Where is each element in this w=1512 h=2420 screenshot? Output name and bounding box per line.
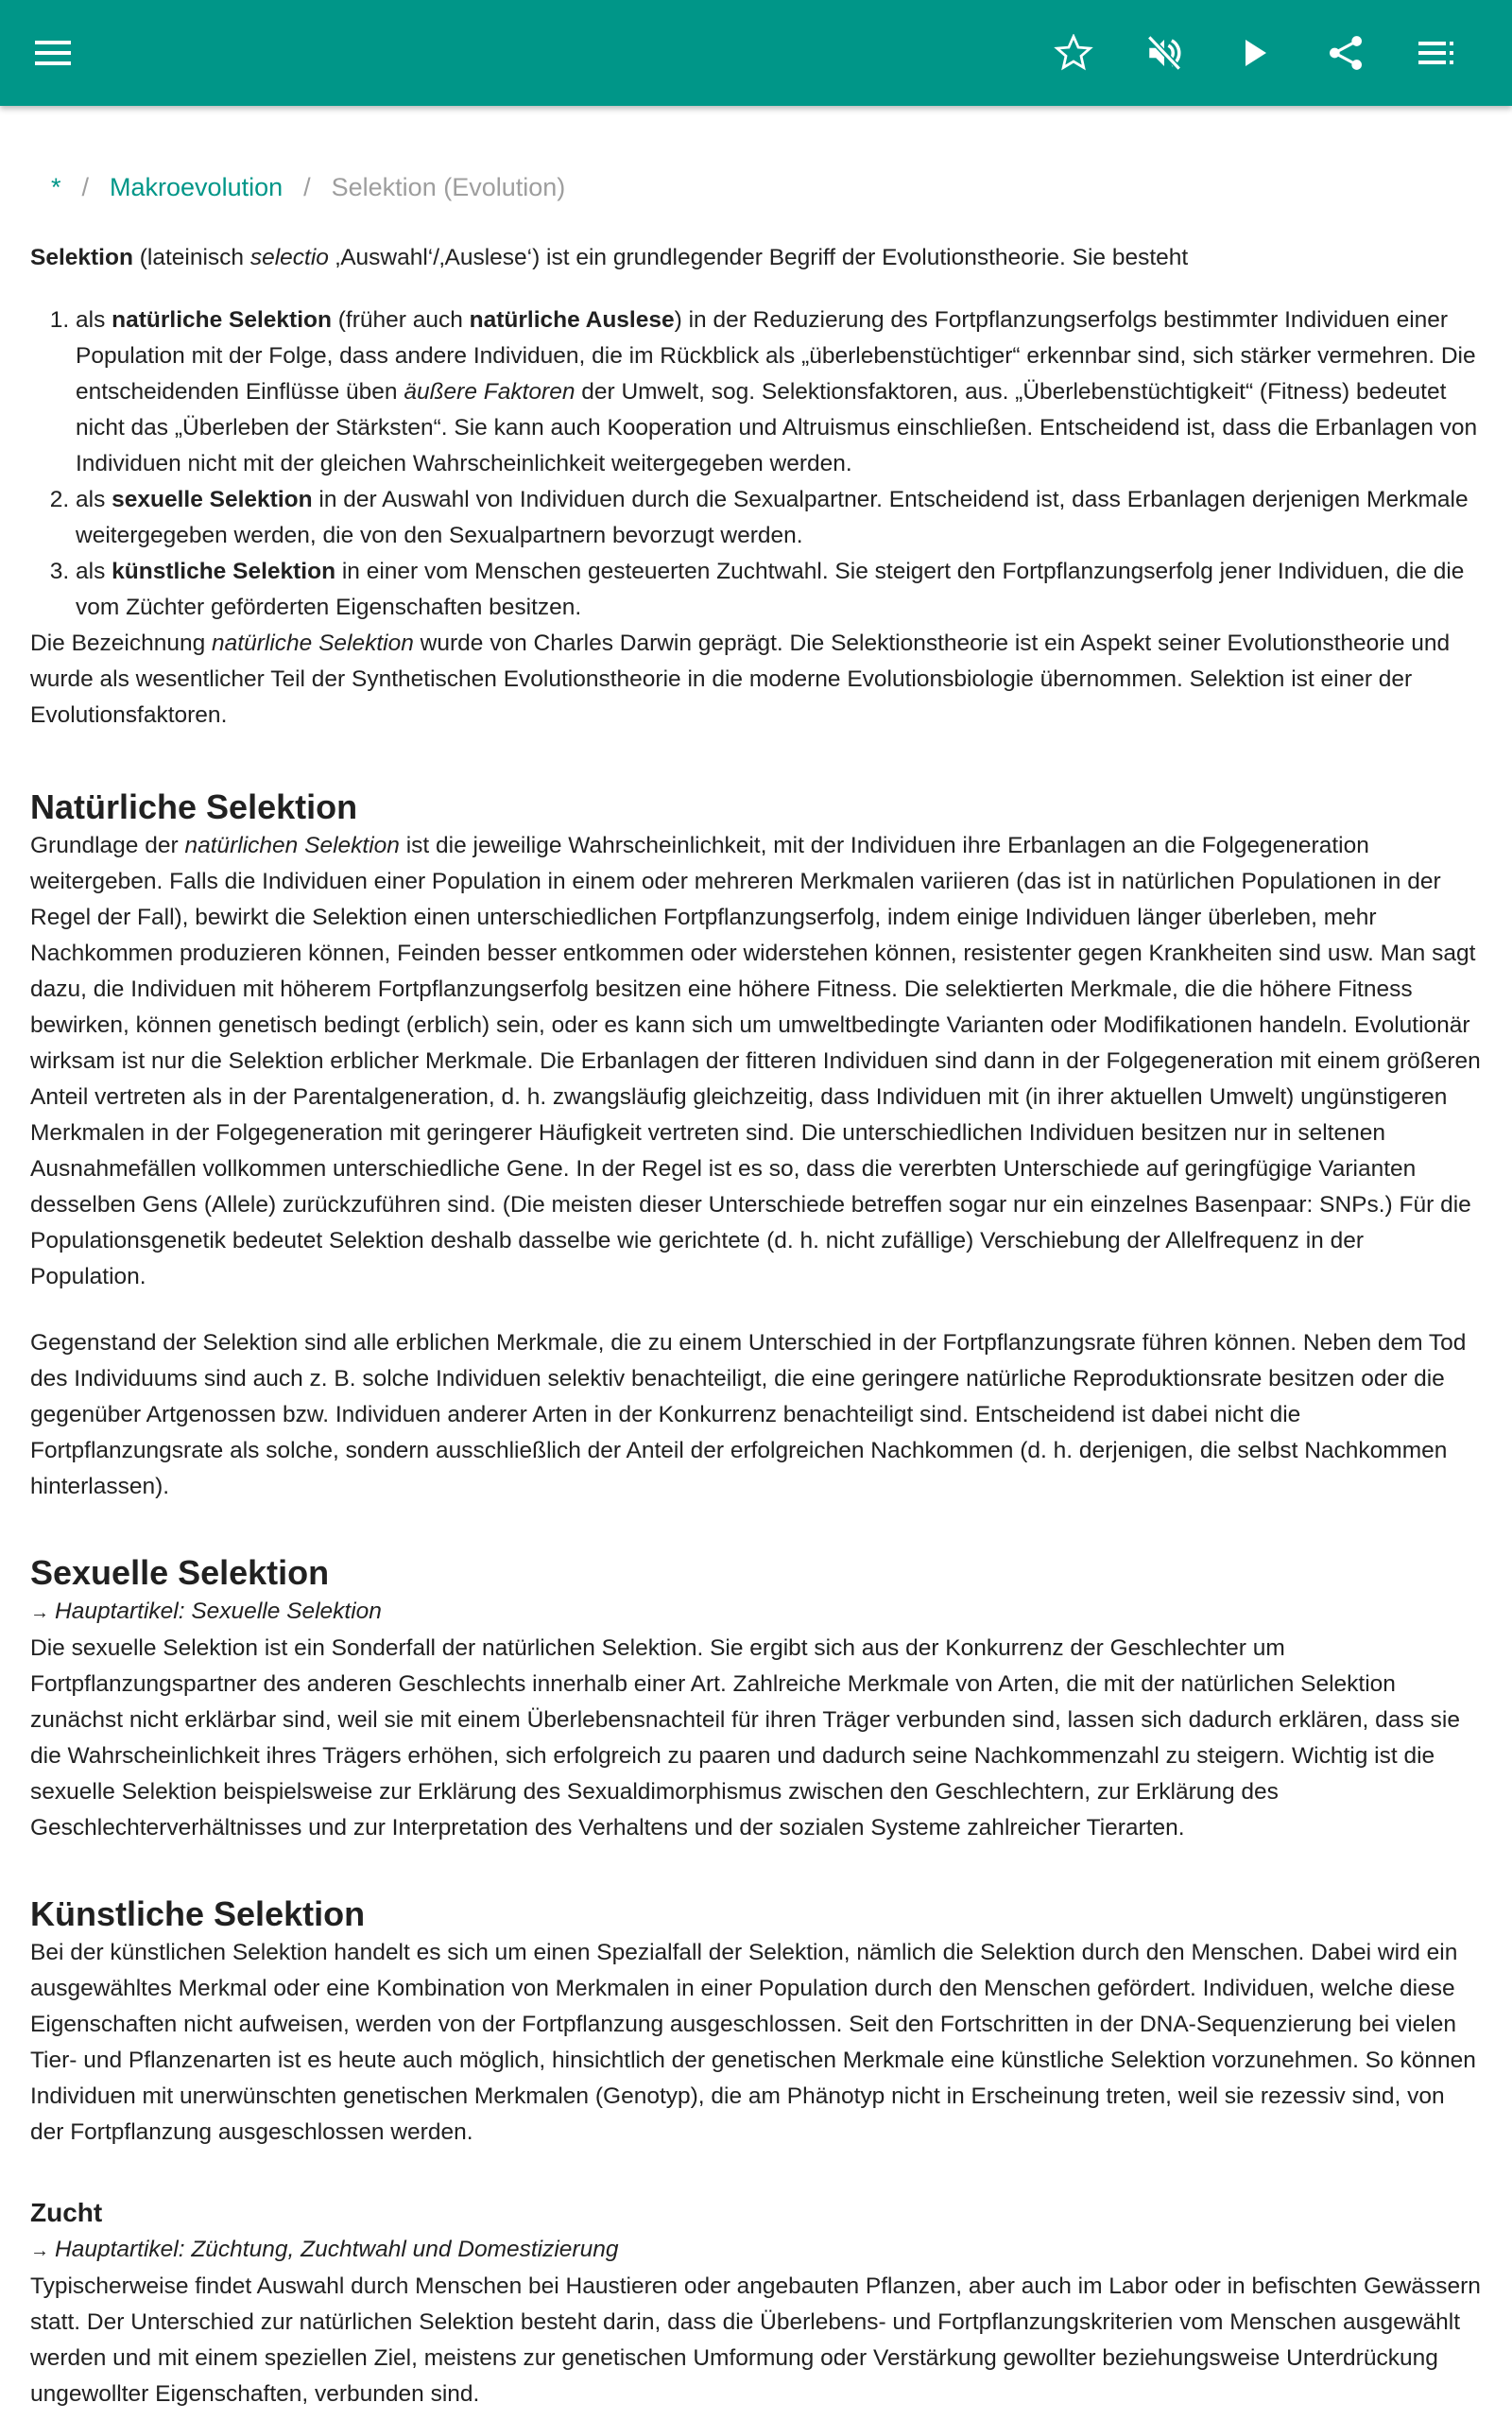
darwin-paragraph [30, 626, 1482, 734]
sexual-paragraph: Die sexuelle Selektion ist ein Sonderfall der natürlichen Selektion. Sie ergibt sich aus der Konkurrenz der Geschlechter um Fortpflanzungspartner des anderen Geschlechts innerhalb einer Art. Zahlreiche Merkmale von Arten, die mit der natürlichen Selektion zunächst nicht erklärbar sind, weil sie mit einem Überlebensnachteil für ihren Träger verbunden sind, lassen sich dadurch erklären, dass sie die Wahrscheinlichkeit ihres Trägers erhöhen, sich erfolgreich zu paaren und dadurch seine Nachkommenzahl zu steigern. Wichtig ist die sexuelle Selektion beispielsweise zur Erklärung des Sexualdimorphismus zwischen den Geschlechtern, zur Erklärung des Geschlechterverhältnisses und zur Interpretation des Verhaltens und der sozialen Systeme zahlreicher Tierarten. [30, 1635, 1460, 1841]
artificial-paragraph: Bei der künstlichen Selektion handelt es sich um einen Spezialfall der Selektion, nämlich die Selektion durch den Menschen. Dabei wird ein ausgewähltes Merkmal oder eine Kombination von Merkmalen in einer Population durch den Menschen gefördert. Individuen, welche diese Eigenschaften nicht aufweisen, werden von der Fortpflanzung ausgeschlossen. Seit den Fortschritten in der DNA-Sequenzierung bei vielen Tier- und Pflanzenarten ist es heute auch möglich, hinsichtlich der genetischen Merkmale eine künstliche Selektion vorzunehmen. So können Individuen mit unerwünschten genetischen Merkmalen (Genotyp), die am Phänotyp nicht in Erscheinung treten, weil sie rezessiv sind, von der Fortpflanzung ausgeschlossen werden. [30, 1940, 1476, 2145]
natural-paragraph-2: Gegenstand der Selektion sind alle erblichen Merkmale, die zu einem Unterschied in der Fortpflanzungsrate führen können. Neben dem Tod des Individuums sind auch z. B. solche Individuen selektiv benachteiligt, die eine geringere natürliche Reproduktionsrate besitzen oder die gegenüber Artgenossen bzw. Individuen anderer Arten in der Konkurrenz benachteiligt sind. Entscheidend ist dabei nicht die Fortpflanzungsrate als solche, sondern ausschließlich der Anteil der erfolgreichen Nachkommen (d. h. derjenigen, die selbst Nachkommen hinterlassen). [30, 1330, 1467, 1499]
menu-button[interactable] [19, 19, 87, 87]
list-term: sexuelle Selektion [112, 487, 313, 512]
main-article-link[interactable]: Hauptartikel: Züchtung, Zuchtwahl und Domestizierung [55, 2237, 619, 2262]
breadcrumb-separator: / [81, 173, 90, 201]
intro-paragraph [30, 240, 1482, 276]
subsection-heading-breeding: Zucht [30, 2198, 103, 2227]
list-text: (früher auch [331, 307, 470, 333]
breadcrumb [51, 170, 1482, 204]
section-heading-artificial: Künstliche Selektion [30, 1894, 366, 1933]
list-text: als [76, 307, 112, 333]
mute-button[interactable] [1130, 19, 1198, 87]
main-article-note [30, 2232, 1482, 2269]
section-heading-natural: Natürliche Selektion [30, 787, 358, 826]
toc-button[interactable] [1402, 19, 1470, 87]
menu-icon [35, 39, 71, 67]
article-content [0, 106, 1512, 2412]
main-article-link[interactable]: Hauptartikel: Sexuelle Selektion [55, 1599, 382, 1624]
section-heading-sexual: Sexuelle Selektion [30, 1553, 330, 1592]
paragraph-emphasis: natürlichen Selektion [184, 833, 400, 858]
play-icon [1244, 39, 1268, 67]
main-article-note [30, 1594, 1482, 1631]
list-item [76, 302, 1482, 482]
arrow-right-icon: → [30, 2240, 49, 2261]
paragraph-text: Die Bezeichnung [30, 631, 213, 656]
share-button[interactable] [1312, 19, 1380, 87]
breadcrumb-parent[interactable]: Makroevolution [110, 173, 284, 201]
app-bar [0, 0, 1512, 106]
list-text: in der Auswahl von Individuen durch die Sexualpartner. Entscheidend ist, dass Erbanlagen derjenigen Merkmale weitergegeben werden, die von den Sexualpartnern bevorzugt werden. [76, 487, 1469, 548]
list-emphasis: äußere Faktoren [404, 379, 576, 405]
paragraph-text: Grundlage der [30, 833, 185, 858]
paragraph-emphasis: natürliche Selektion [212, 631, 414, 656]
list-text: ) in der Reduzierung des Fortpflanzungserfolgs bestimmter Individuen einer Population mit der Folge, dass andere Individuen, die im Rückblick als „überlebenstüchtiger“ erkennbar sind, sich stärker vermehren. Die entscheidenden Einflüsse üben [76, 307, 1476, 405]
favorite-button[interactable] [1040, 19, 1108, 87]
intro-text: ‚Auswahl‘/‚Auslese‘) ist ein grundlegender Begriff der Evolutionstheorie. Sie besteht [328, 245, 1189, 270]
volume-off-icon [1144, 33, 1184, 73]
intro-term: Selektion [30, 245, 133, 270]
list-item [76, 554, 1482, 626]
toc-icon [1418, 40, 1454, 66]
breadcrumb-current: Selektion (Evolution) [331, 173, 566, 201]
intro-latin: selectio [249, 245, 329, 270]
list-term: natürliche Selektion [112, 307, 332, 333]
paragraph-text: ist die jeweilige Wahrscheinlichkeit, mit der Individuen ihre Erbanlagen an die Folgegeneration weitergeben. Falls die Individuen einer Population in einem oder mehreren Merkmalen variieren (das ist in natürlichen Populationen in der Regel der Fall), bewirkt die Selektion einen unterschiedlichen Fortpflanzungserfolg, indem einige Individuen länger überleben, mehr Nachkommen produzieren können, Feinden besser entkommen oder widerstehen können, resistenter gegen Krankheiten sind usw. Man sagt dazu, die Individuen mit höherem Fortpflanzungserfolg besitzen eine höhere Fitness. Die selektierten Merkmale, die die höhere Fitness bewirken, können genetisch bedingt (erblich) sein, oder es kann sich um umweltbedingte Varianten oder Modifikationen handeln. Evolutionär wirksam ist nur die Selektion erblicher Merkmale. Die Erbanlagen der fitteren Individuen sind dann in der Folgegeneration mit einem größeren Anteil vertreten als in der Parentalgeneration, d. h. zwangsläufig gleichzeitig, dass Individuen mit (in ihrer aktuellen Umwelt) ungünstigeren Merkmalen in der Folgegeneration mit geringerer Häufigkeit vertreten sind. Die unterschiedlichen Individuen besitzen nur in seltenen Ausnahmefällen vollkommen unterschiedliche Gene. In der Regel ist es so, dass die vererbten Unterschiede auf geringfügige Varianten desselben Gens (Allele) zurückzuführen sind. (Die meisten dieser Unterschiede betreffen sogar nur ein einzelnes Basenpaar: SNPs.) Für die Populationsgenetik bedeutet Selektion deshalb dasselbe wie gerichtete (d. h. nicht zufällige) Verschiebung der Allelfrequenz in der Population. [30, 833, 1481, 1289]
selection-types-list [30, 302, 1482, 626]
arrow-right-icon: → [30, 1602, 49, 1623]
share-icon [1327, 33, 1365, 73]
paragraph-text: wurde von Charles Darwin geprägt. Die Selektionstheorie ist ein Aspekt seiner Evolutionstheorie und wurde als wesentlicher Teil der Synthetischen Evolutionstheorie in die moderne Evolutionsbiologie übernommen. Selektion ist einer der Evolutionsfaktoren. [30, 631, 1451, 728]
list-text: in einer vom Menschen gesteuerten Zuchtwahl. Sie steigert den Fortpflanzungserfolg jener Individuen, die die vom Züchter geförderten Eigenschaften besitzen. [76, 559, 1465, 620]
list-text: der Umwelt, sog. Selektionsfaktoren, aus. „Überlebenstüchtigkeit“ (Fitness) bedeutet nicht das „Überleben der Stärksten“. Sie kann auch Kooperation und Altruismus einschließen. Entscheidend ist, dass die Erbanlagen von Individuen nicht mit der gleichen Wahrscheinlichkeit weitergegeben werden. [76, 379, 1478, 476]
play-button[interactable] [1222, 19, 1290, 87]
list-text: als [76, 559, 112, 584]
breadcrumb-separator: / [303, 173, 311, 201]
breeding-paragraph: Typischerweise findet Auswahl durch Menschen bei Haustieren oder angebauten Pflanzen, aber auch im Labor oder in befischten Gewässern statt. Der Unterschied zur natürlichen Selektion besteht darin, dass die Überlebens- und Fortpflanzungskriterien vom Menschen ausgewählt werden und mit einem speziellen Ziel, meistens zur genetischen Umformung oder Verstärkung gewollter beziehungsweise Unterdrückung ungewollter Eigenschaften, verbunden sind. [30, 2273, 1481, 2407]
list-term: künstliche Selektion [112, 559, 336, 584]
list-item [76, 482, 1482, 554]
list-term: natürliche Auslese [469, 307, 675, 333]
breadcrumb-home[interactable]: * [51, 173, 61, 201]
star-outline-icon [1054, 34, 1093, 72]
natural-paragraph-1 [30, 828, 1482, 1295]
intro-text: (lateinisch [132, 245, 250, 270]
list-text: als [76, 487, 112, 512]
